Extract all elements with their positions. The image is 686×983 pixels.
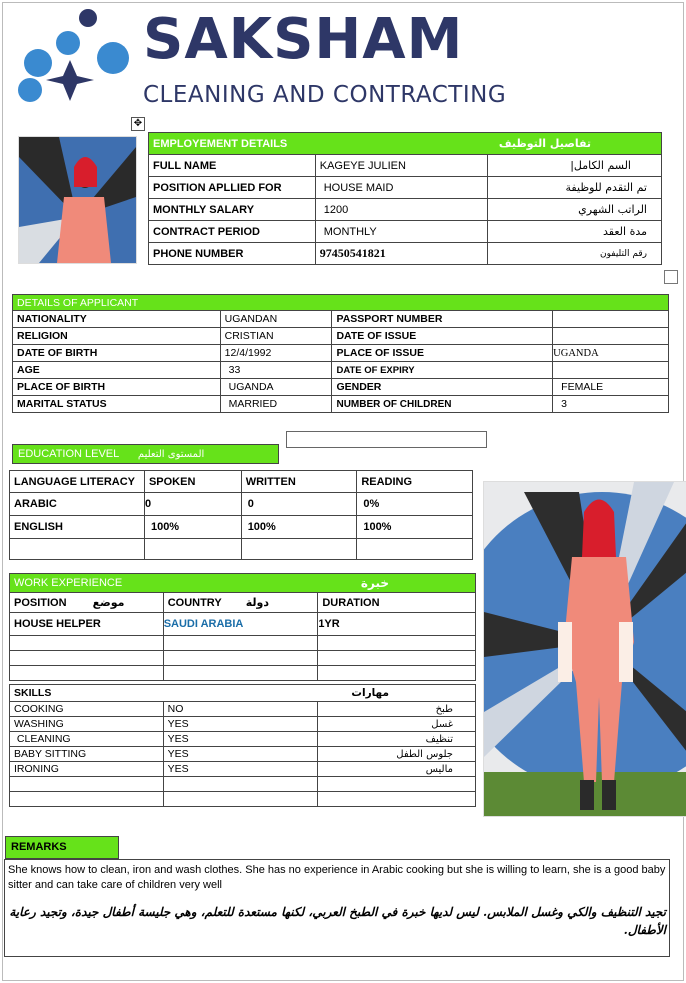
position-arabic: تم التقدم للوظيفة (488, 177, 662, 199)
lang-arabic-spoken: 0 (144, 493, 241, 516)
skills-header: SKILLS (10, 685, 318, 702)
remarks-text-arabic: تجيد التنظيف والكي وغسل الملابس. ليس لديها خبرة في الطبخ العربي، لكنها مستعدة للتعلم، وهي جليسة أطفال جيدة، وتجيد رعاية الأطفال. (9, 905, 666, 937)
employment-details-table (148, 132, 662, 265)
skill-washing: WASHING (10, 717, 164, 732)
skill-babysitting-arabic: جلوس الطفل (318, 747, 476, 762)
birthplace-value: UGANDA (220, 379, 332, 396)
lang-header-written: WRITTEN (241, 471, 357, 493)
contract-value: MONTHLY (315, 221, 487, 243)
skill-ironing-arabic: ماليس (318, 762, 476, 777)
salary-label: MONTHLY SALARY (149, 199, 316, 221)
phone-label: PHONE NUMBER (149, 243, 316, 265)
age-label: AGE (13, 362, 221, 379)
gender-value: FEMALE (553, 379, 669, 396)
religion-label: RELIGION (13, 328, 221, 345)
full-name-value: KAGEYE JULIEN (315, 155, 487, 177)
skills-table (9, 684, 476, 807)
work-col-country-arabic: دولة (245, 596, 269, 609)
dob-label: DATE OF BIRTH (13, 345, 221, 362)
dob-value: 12/4/1992 (220, 345, 332, 362)
nationality-value: UGANDAN (220, 311, 332, 328)
work-position-value: HOUSE HELPER (10, 613, 164, 636)
children-value: 3 (553, 396, 669, 413)
lang-arabic-written: 0 (241, 493, 357, 516)
position-label: POSITION APLLIED FOR (149, 177, 316, 199)
marital-value: MARRIED (220, 396, 332, 413)
education-label: EDUCATION LEVEL (18, 448, 119, 460)
phone-arabic: رقم التليفون (488, 243, 662, 265)
work-header-arabic: خبرة (318, 574, 476, 593)
employment-header-label: EMPLOYEMENT DETAILS (153, 137, 288, 150)
children-label: NUMBER OF CHILDREN (332, 396, 553, 413)
issue-date-label: DATE OF ISSUE (332, 328, 553, 345)
skill-babysitting-status: YES (163, 747, 317, 762)
skill-ironing-status: YES (163, 762, 317, 777)
lang-header-reading: READING (357, 471, 473, 493)
lang-header-spoken: SPOKEN (144, 471, 241, 493)
skill-washing-arabic: غسل (318, 717, 476, 732)
salary-arabic: الراتب الشهري (488, 199, 662, 221)
age-value: 33 (220, 362, 332, 379)
applicant-header: DETAILS OF APPLICANT (13, 295, 669, 311)
expiry-label: DATE OF EXPIRY (332, 362, 553, 379)
birthplace-label: PLACE OF BIRTH (13, 379, 221, 396)
remarks-text-english: She knows how to clean, iron and wash clothes. She has no experience in Arabic cooking but she is willing to learn, she is a good baby sitter and can take care of children very well (8, 864, 666, 891)
skill-cooking: COOKING (10, 702, 164, 717)
lang-empty (10, 539, 145, 560)
work-col-duration: DURATION (318, 593, 476, 613)
passport-value (553, 311, 669, 328)
empty-input-box (286, 431, 487, 448)
skill-babysitting: BABY SITTING (10, 747, 164, 762)
brand-tagline: CLEANING AND CONTRACTING (143, 82, 507, 108)
lang-header-literacy: LANGUAGE LITERACY (10, 471, 145, 493)
position-value: HOUSE MAID (315, 177, 487, 199)
contract-label: CONTRACT PERIOD (149, 221, 316, 243)
skill-ironing: IRONING (10, 762, 164, 777)
brand-name: SAKSHAM (143, 7, 464, 72)
work-header: WORK EXPERIENCE (10, 574, 318, 593)
work-col-position: POSITION موضع (10, 593, 164, 613)
issue-date-value (553, 328, 669, 345)
skill-cleaning-arabic: تنظيف (318, 732, 476, 747)
remarks-box (4, 859, 670, 957)
work-duration-value: 1YR (318, 613, 476, 636)
applicant-photo-small (18, 136, 137, 264)
company-logo (8, 8, 138, 108)
marital-label: MARITAL STATUS (13, 396, 221, 413)
resize-handle[interactable] (664, 270, 678, 284)
lang-english-spoken: 100% (144, 516, 241, 539)
skill-washing-status: YES (163, 717, 317, 732)
language-table (9, 470, 473, 560)
employment-header-arabic: تفاصيل التوظيف (498, 137, 591, 150)
lang-english-written: 100% (241, 516, 357, 539)
skill-cooking-arabic: طبخ (318, 702, 476, 717)
work-col-position-arabic: موضع (92, 596, 125, 609)
full-name-label: FULL NAME (149, 155, 316, 177)
remarks-label: REMARKS (5, 836, 119, 859)
salary-value: 1200 (315, 199, 487, 221)
work-col-country: COUNTRY دولة (163, 593, 318, 613)
skill-cooking-status: NO (163, 702, 317, 717)
lang-english: ENGLISH (10, 516, 145, 539)
phone-value: 97450541821 (315, 243, 487, 265)
contract-arabic: مدة العقد (488, 221, 662, 243)
full-name-arabic: السم الكامل| (488, 155, 662, 177)
expiry-value (553, 362, 669, 379)
education-banner (12, 444, 279, 464)
lang-arabic-reading: 0% (357, 493, 473, 516)
work-experience-table (9, 573, 476, 681)
applicant-details-table (12, 294, 669, 413)
gender-label: GENDER (332, 379, 553, 396)
lang-arabic: ARABIC (10, 493, 145, 516)
lang-english-reading: 100% (357, 516, 473, 539)
skill-cleaning-status: YES (163, 732, 317, 747)
skill-cleaning: CLEANING (10, 732, 164, 747)
applicant-photo-full (483, 481, 686, 817)
education-label-arabic: المستوى التعليم (137, 449, 205, 460)
issue-place-value: UGANDA (553, 345, 669, 362)
nationality-label: NATIONALITY (13, 311, 221, 328)
issue-place-label: PLACE OF ISSUE (332, 345, 553, 362)
move-handle-icon[interactable]: ✥ (131, 117, 145, 131)
work-country-value: SAUDI ARABIA (163, 613, 318, 636)
religion-value: CRISTIAN (220, 328, 332, 345)
skills-header-arabic: مهارات (318, 685, 476, 702)
passport-label: PASSPORT NUMBER (332, 311, 553, 328)
